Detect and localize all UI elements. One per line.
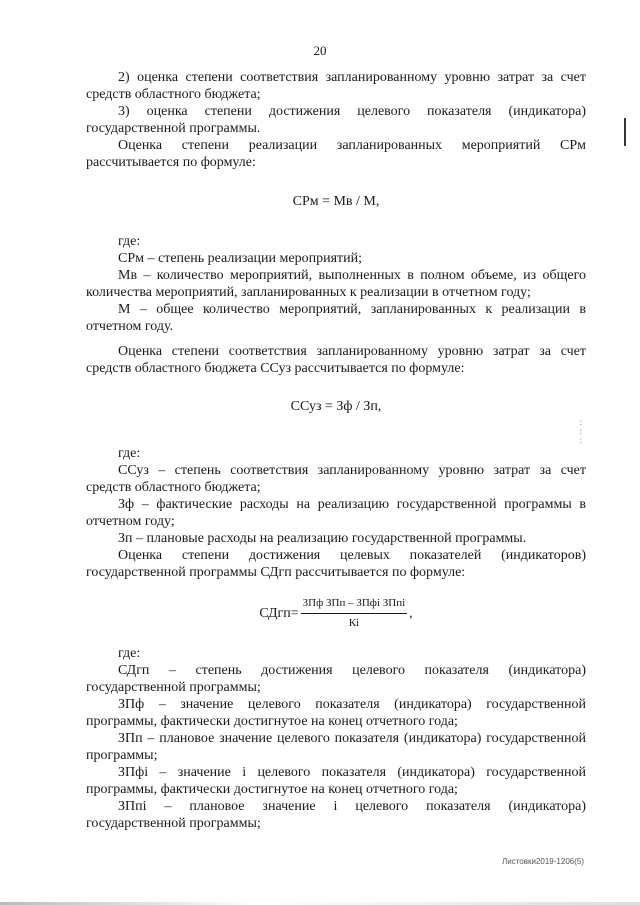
paragraph: где: [118,234,141,249]
paragraph: Оценка степени соответствия запланированному уровню затрат за счет средств областного бюджета ССуз рассчитывается по формуле: [86,344,586,376]
paragraph: Оценка степени реализации запланированных мероприятий СРм рассчитывается по формуле: [86,138,586,170]
paragraph: ЗПпi – плановое значение i целевого показателя (индикатора) государственной программы; [86,799,586,831]
paragraph: Мв – количество мероприятий, выполненных в полном объеме, из общего количества мероприятий, запланированных к реализации в отчетном году; [86,268,586,300]
scan-margin-mark [624,118,626,146]
formula-numerator: ЗПф ЗПп – ЗПфi ЗПпi [301,595,407,614]
paragraph: ССуз – степень соответствия запланированному уровню затрат за счет средств областного бюджета; [86,463,586,495]
paragraph: 3) оценка степени достижения целевого показателя (индикатора) государственной программы. [86,104,586,136]
paragraph: ЗПфi – значение i целевого показателя (индикатора) государственной программы, фактически достигнутое на конец отчетного года; [86,765,586,797]
paragraph: Зп – плановые расходы на реализацию государственной программы. [118,531,527,546]
formula-ccuz: ССуз = Зф / Зп, [290,399,382,414]
paragraph: СДгп – степень достижения целевого показателя (индикатора) государственной программы; [86,663,586,695]
paragraph: Зф – фактические расходы на реализацию государственной программы в отчетном году; [86,497,586,529]
formula-sdgp [86,581,586,645]
paragraph: Оценка степени достижения целевых показателей (индикаторов) государственной программы СДгп рассчитывается по формуле: [86,548,586,580]
footer-code: Листовки2019-1206(5) [502,857,584,866]
formula-denominator: Кi [348,616,360,629]
paragraph: 2) оценка степени соответствия запланированному уровню затрат за счет средств областного бюджета; [86,70,586,102]
paragraph: СРм – степень реализации мероприятий; [118,251,363,266]
formula-cpm: СРм = Мв / М, [292,194,380,209]
formula-left: СДгп= [259,605,299,621]
paragraph: ЗПф – значение целевого показателя (индикатора) государственной программы, фактически достигнутое на конец отчетного года; [86,697,586,729]
paragraph: где: [118,646,141,661]
document-body [86,69,586,832]
page-number: 20 [313,43,327,58]
formula-suffix: , [409,605,413,621]
formula-fraction [301,595,407,632]
scan-dots: : : : [579,417,582,445]
paragraph: где: [118,446,141,461]
paragraph: ЗПп – плановое значение целевого показателя (индикатора) государственной программы; [86,731,586,763]
paragraph: М – общее количество мероприятий, запланированных к реализации в отчетном году. [86,302,586,334]
